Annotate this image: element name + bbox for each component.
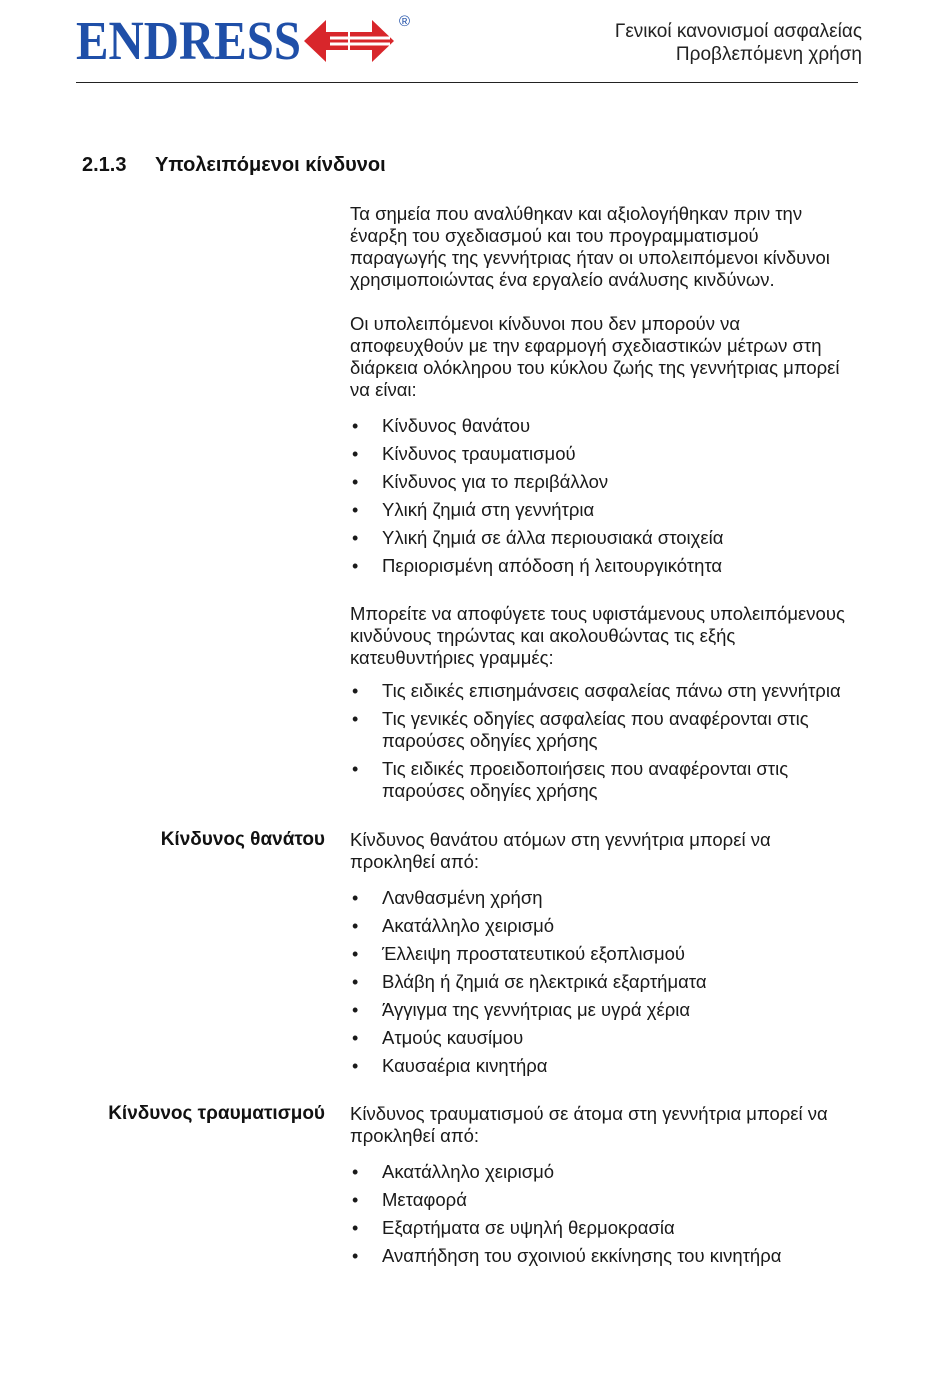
header-rule [76, 82, 858, 83]
text-line: Οι υπολειπόμενοι κίνδυνοι που δεν μπορούν να [350, 313, 741, 334]
section-number: 2.1.3 [82, 154, 127, 176]
text-line: προκληθεί από: [350, 851, 480, 872]
list-item: • Λανθασμένη χρήση [350, 884, 865, 912]
text-line: Μπορείτε να αποφύγετε τους υφιστάμενους υπολειπόμενους [350, 603, 845, 624]
text-line: Κίνδυνος θανάτου ατόμων στη γεννήτρια μπορεί να [350, 829, 771, 850]
double-arrow-icon [304, 20, 394, 62]
risk-list [350, 412, 865, 580]
text-line: παρούσες οδηγίες χρήσης [382, 730, 598, 751]
list-item: • Έλλειψη προστατευτικού εξοπλισμού [350, 940, 865, 968]
text-line: • Τις ειδικές προειδοποιήσεις που αναφέρονται στις [382, 758, 789, 779]
list-item: • Κίνδυνος τραυματισμού [350, 440, 865, 468]
list-item: • Κίνδυνος για το περιβάλλον [350, 468, 865, 496]
list-item: • Άγγιγμα της γεννήτριας με υγρά χέρια [350, 996, 865, 1024]
text-line: • Τις γενικές οδηγίες ασφαλείας που αναφέρονται στις [382, 708, 809, 729]
text-line: παραγωγής της γεννήτριας ήταν οι υπολειπόμενοι κίνδυνοι [350, 247, 830, 268]
text-line: • Τις ειδικές επισημάνσεις ασφαλείας πάνω στη γεννήτρια [382, 680, 841, 701]
intro-paragraph-3 [350, 603, 865, 669]
list-item: • Ακατάλληλο χειρισμό [350, 1158, 865, 1186]
text-line: παρούσες οδηγίες χρήσης [382, 780, 598, 801]
list-item [350, 758, 865, 802]
list-item: • Υλική ζημιά σε άλλα περιουσιακά στοιχεία [350, 524, 865, 552]
list-item: • Περιορισμένη απόδοση ή λειτουργικότητα [350, 552, 865, 580]
list-item: • Βλάβη ή ζημιά σε ηλεκτρικά εξαρτήματα [350, 968, 865, 996]
text-line: έναρξη του σχεδιασμού και του προγραμματισμού [350, 225, 759, 246]
list-item: • Εξαρτήματα σε υψηλή θερμοκρασία [350, 1214, 865, 1242]
list-item: • Μεταφορά [350, 1186, 865, 1214]
section-title: Υπολειπόμενοι κίνδυνοι [155, 154, 386, 176]
list-item: • Καυσαέρια κινητήρα [350, 1052, 865, 1080]
running-header [615, 20, 862, 66]
text-line: αποφευχθούν με την εφαρμογή σχεδιαστικών μέτρων στη [350, 335, 822, 356]
list-item: • Ακατάλληλο χειρισμό [350, 912, 865, 940]
text-line: Τα σημεία που αναλύθηκαν και αξιολογήθηκαν πριν την [350, 203, 803, 224]
text-line: διάρκεια ολόκληρου του κύκλου ζωής της γεννήτριας μπορεί [350, 357, 840, 378]
list-item: • Υλική ζημιά στη γεννήτρια [350, 496, 865, 524]
intro-paragraph-1 [350, 203, 865, 291]
text-line: χρησιμοποιώντας ένα εργαλείο ανάλυσης κινδύνων. [350, 269, 775, 290]
registered-mark: ® [399, 13, 411, 30]
text-line: κατευθυντήριες γραμμές: [350, 647, 554, 668]
text-line: κινδύνους τηρώντας και ακολουθώντας τις εξής [350, 625, 736, 646]
injury-cause-list [350, 1158, 865, 1270]
section-heading [82, 154, 386, 177]
header-subtitle: Προβλεπόμενη χρήση [675, 44, 862, 65]
text-line: Κίνδυνος τραυματισμού σε άτομα στη γεννήτρια μπορεί να [350, 1103, 828, 1124]
header-title: Γενικοί κανονισμοί ασφαλείας [614, 21, 862, 42]
death-cause-list [350, 884, 865, 1080]
death-risk-lead [350, 829, 865, 873]
list-item: • Αναπήδηση του σχοινιού εκκίνησης του κινητήρα [350, 1242, 865, 1270]
logo-wordmark: ENDRESS [76, 10, 301, 68]
list-item: • Κίνδυνος θανάτου [350, 412, 865, 440]
intro-paragraph-2 [350, 313, 865, 401]
endress-logo [76, 10, 416, 68]
list-item [350, 708, 865, 752]
death-risk-label: Κίνδυνος θανάτου [160, 829, 325, 850]
injury-risk-label: Κίνδυνος τραυματισμού [108, 1103, 325, 1124]
text-line: να είναι: [350, 379, 417, 400]
guideline-list [350, 680, 865, 802]
list-item [350, 680, 865, 702]
list-item: • Ατμούς καυσίμου [350, 1024, 865, 1052]
injury-risk-lead [350, 1103, 865, 1147]
text-line: προκληθεί από: [350, 1125, 480, 1146]
